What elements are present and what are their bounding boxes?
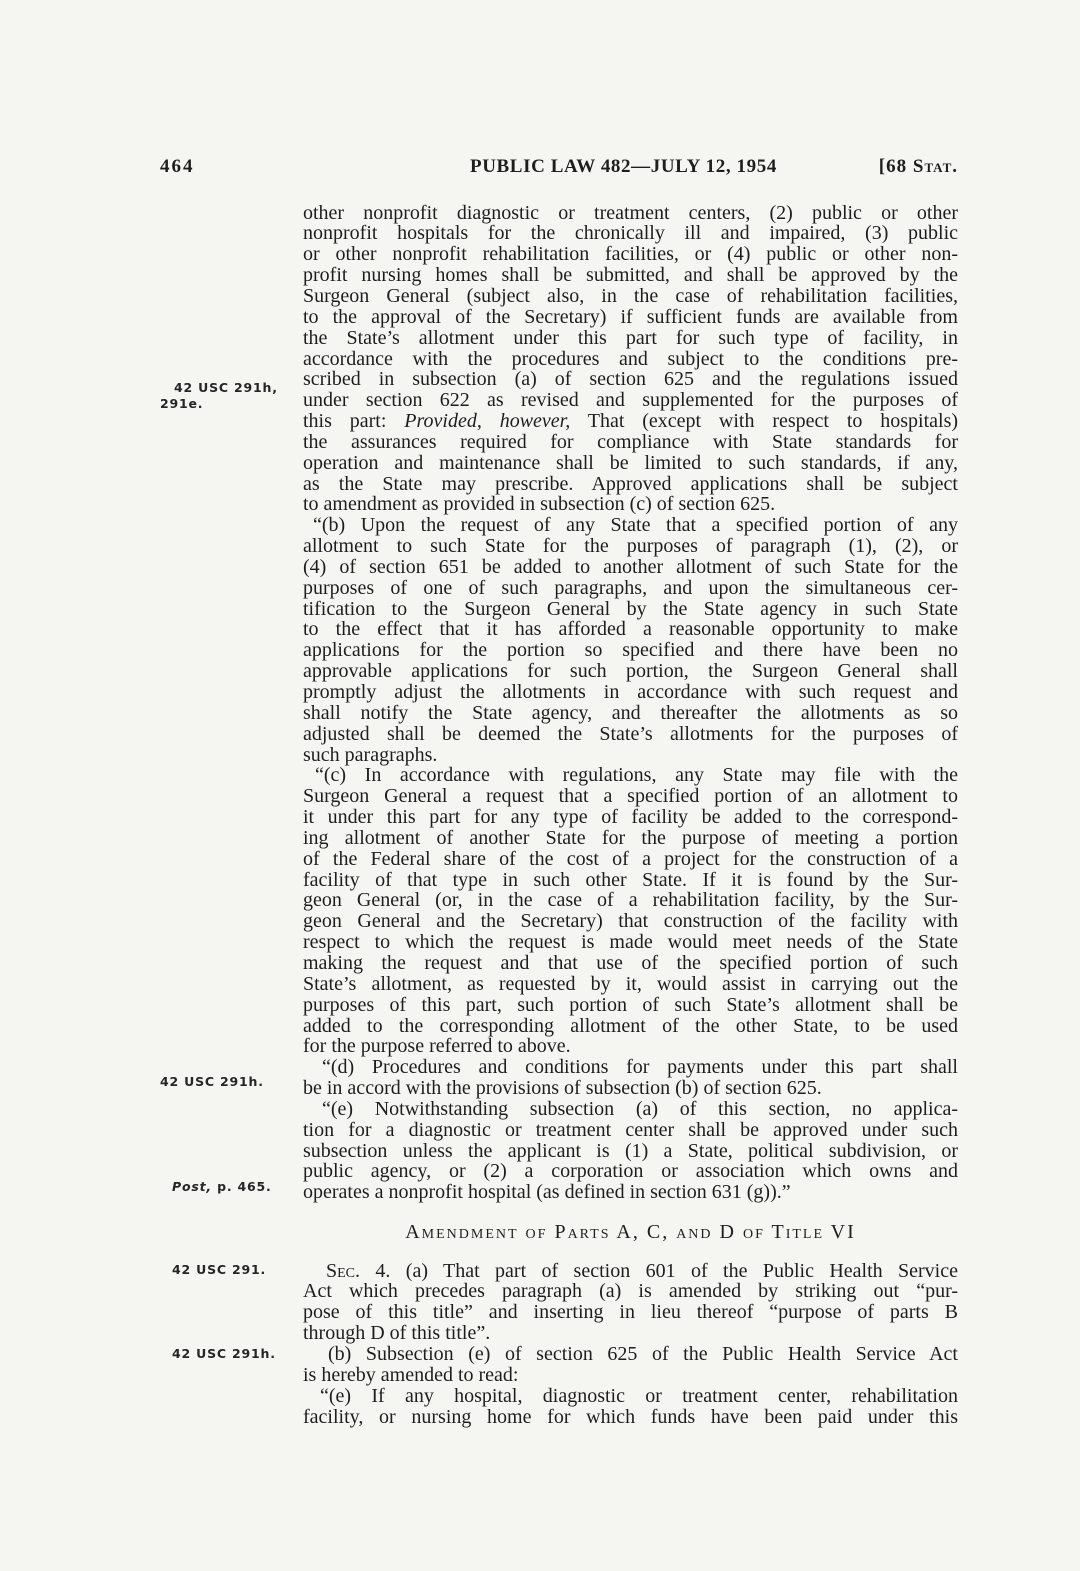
text-line: or other nonprofit rehabilitation facilities, or (4) public or other non- — [303, 243, 958, 266]
running-title: PUBLIC LAW 482—JULY 12, 1954 — [470, 156, 777, 177]
text-line: shall notify the State agency, and thereafter the allotments as so — [303, 701, 958, 724]
text-line: through D of this title”. — [303, 1322, 491, 1345]
section-heading: Amendment of Parts A, C, and D of Title VI — [405, 1220, 856, 1243]
margin-note-citation: 42 USC 291h. — [160, 1074, 264, 1089]
text-line: making the request and that use of the specified portion of such — [303, 951, 958, 974]
paragraph-d — [303, 1057, 958, 1099]
text-line: geon General (or, in the case of a rehabilitation facility, by the Sur- — [303, 889, 958, 912]
text-line: (4) of section 651 be added to another allotment of such State for the — [303, 555, 958, 578]
text-line: geon General and the Secretary) that construction of the facility with — [303, 910, 958, 933]
text-line: accordance with the procedures and subject to the conditions pre- — [303, 347, 958, 370]
text-line: “(e) If any hospital, diagnostic or treatment center, rehabilitation — [320, 1384, 958, 1407]
text-line: under section 622 as revised and supplemented for the purposes of — [303, 389, 958, 412]
main-text-column — [303, 203, 958, 1204]
section-4-text — [303, 1261, 958, 1428]
text-line: operation and maintenance shall be limited to such standards, if any, — [303, 451, 958, 474]
text-line: (b) Subsection (e) of section 625 of the Public Health Service Act — [328, 1342, 958, 1365]
text-line: State’s allotment, as requested by it, would assist in carrying out the — [303, 972, 958, 995]
text-line — [303, 1261, 958, 1282]
margin-note-citation: 42 USC 291h, — [174, 380, 278, 395]
text-line: facility, or nursing home for which funds have been paid under this — [303, 1405, 958, 1428]
text-line: ing allotment of another State for the purpose of meeting a portion — [303, 826, 958, 849]
text-segment: this part: — [303, 410, 405, 433]
text-line: scribed in subsection (a) of section 625 and the regulations issued — [303, 368, 958, 391]
text-line: to the approval of the Secretary) if sufficient funds are available from — [303, 305, 958, 328]
text-line: profit nursing homes shall be submitted, and shall be approved by the — [303, 264, 958, 287]
text-line: nonprofit hospitals for the chronically ill and impaired, (3) public — [303, 222, 958, 245]
text-line: tification to the Surgeon General by the State agency in such State — [303, 597, 958, 620]
text-line: for the purpose referred to above. — [303, 1035, 571, 1058]
paragraph-e — [303, 1099, 958, 1203]
text-line: respect to which the request is made would meet needs of the State — [303, 931, 958, 954]
statute-volume-ref: [68 Stat. — [878, 156, 958, 177]
text-segment: 4. (a) That part of section 601 of the Public Health Service — [360, 1259, 958, 1282]
text-line: the assurances required for compliance with State standards for — [303, 430, 958, 453]
margin-note-cross-reference — [172, 1180, 272, 1194]
text-line: to amendment as provided in subsection (c) of section 625. — [303, 493, 776, 516]
text-line: of the Federal share of the cost of a project for the construction of a — [303, 847, 958, 870]
margin-note-citation: 42 USC 291h. — [172, 1346, 276, 1361]
text-line: pose of this title” and inserting in lieu thereof “purpose of parts B — [303, 1301, 958, 1324]
text-line: “(e) Notwithstanding subsection (a) of this section, no applica- — [322, 1097, 958, 1120]
text-line: “(d) Procedures and conditions for payments under this part shall — [322, 1056, 958, 1079]
margin-note-citation: 42 USC 291. — [172, 1262, 267, 1277]
text-line: Surgeon General (subject also, in the case of rehabilitation facilities, — [303, 284, 958, 307]
text-line — [303, 411, 958, 432]
page-number: 464 — [160, 156, 195, 177]
text-line: “(c) In accordance with regulations, any State may file with the — [315, 764, 958, 787]
text-line: adjusted shall be deemed the State’s allotments for the purposes of — [303, 722, 958, 745]
section-label: Sec. — [326, 1259, 361, 1282]
amended-subsection-e — [303, 1386, 958, 1428]
text-line: applications for the portion so specified and there have been no — [303, 639, 958, 662]
text-line: the State’s allotment under this part for such type of facility, in — [303, 326, 958, 349]
text-line: operates a nonprofit hospital (as defined in section 631 (g)).” — [303, 1181, 791, 1204]
text-segment: That (except with respect to hospitals) — [570, 410, 959, 433]
paragraph-c — [303, 765, 958, 1057]
margin-note-text: p. 465. — [211, 1179, 272, 1194]
text-line: is hereby amended to read: — [303, 1363, 519, 1386]
text-line: public agency, or (2) a corporation or association which owns and — [303, 1160, 958, 1183]
italic-proviso: Provided, however, — [404, 410, 571, 433]
text-line: Act which precedes paragraph (a) is amended by striking out “pur- — [303, 1280, 958, 1303]
text-line: it under this part for any type of facility be added to the correspond- — [303, 806, 958, 829]
margin-note-italic: Post, — [172, 1179, 212, 1194]
text-line: approvable applications for such portion, the Surgeon General shall — [303, 660, 958, 683]
text-line: be in accord with the provisions of subsection (b) of section 625. — [303, 1077, 822, 1100]
text-line: allotment to such State for the purposes of paragraph (1), (2), or — [303, 535, 958, 558]
text-line: purposes of one of such paragraphs, and upon the simultaneous cer- — [303, 576, 958, 599]
text-line: “(b) Upon the request of any State that a specified portion of any — [313, 514, 958, 537]
text-line: purposes of this part, such portion of such State’s allotment shall be — [303, 993, 958, 1016]
subsection-b — [303, 1344, 958, 1386]
text-line: promptly adjust the allotments in accordance with such request and — [303, 681, 958, 703]
text-line: Surgeon General a request that a specified portion of an allotment to — [303, 785, 958, 808]
text-line: such paragraphs. — [303, 743, 438, 766]
text-line: as the State may prescribe. Approved applications shall be subject — [303, 472, 958, 495]
text-line: facility of that type in such other State. If it is found by the Sur- — [303, 868, 958, 891]
text-line: other nonprofit diagnostic or treatment centers, (2) public or other — [303, 201, 958, 224]
margin-note-citation: 291e. — [160, 396, 204, 411]
text-line: added to the corresponding allotment of the other State, to be used — [303, 1014, 958, 1037]
subsection-a — [303, 1261, 958, 1344]
paragraph-continued — [303, 203, 958, 516]
text-line: subsection unless the applicant is (1) a State, political subdivision, or — [303, 1139, 958, 1162]
text-line: tion for a diagnostic or treatment center shall be approved under such — [303, 1118, 958, 1141]
text-line: to the effect that it has afforded a reasonable opportunity to make — [303, 618, 958, 641]
paragraph-b — [303, 515, 958, 765]
